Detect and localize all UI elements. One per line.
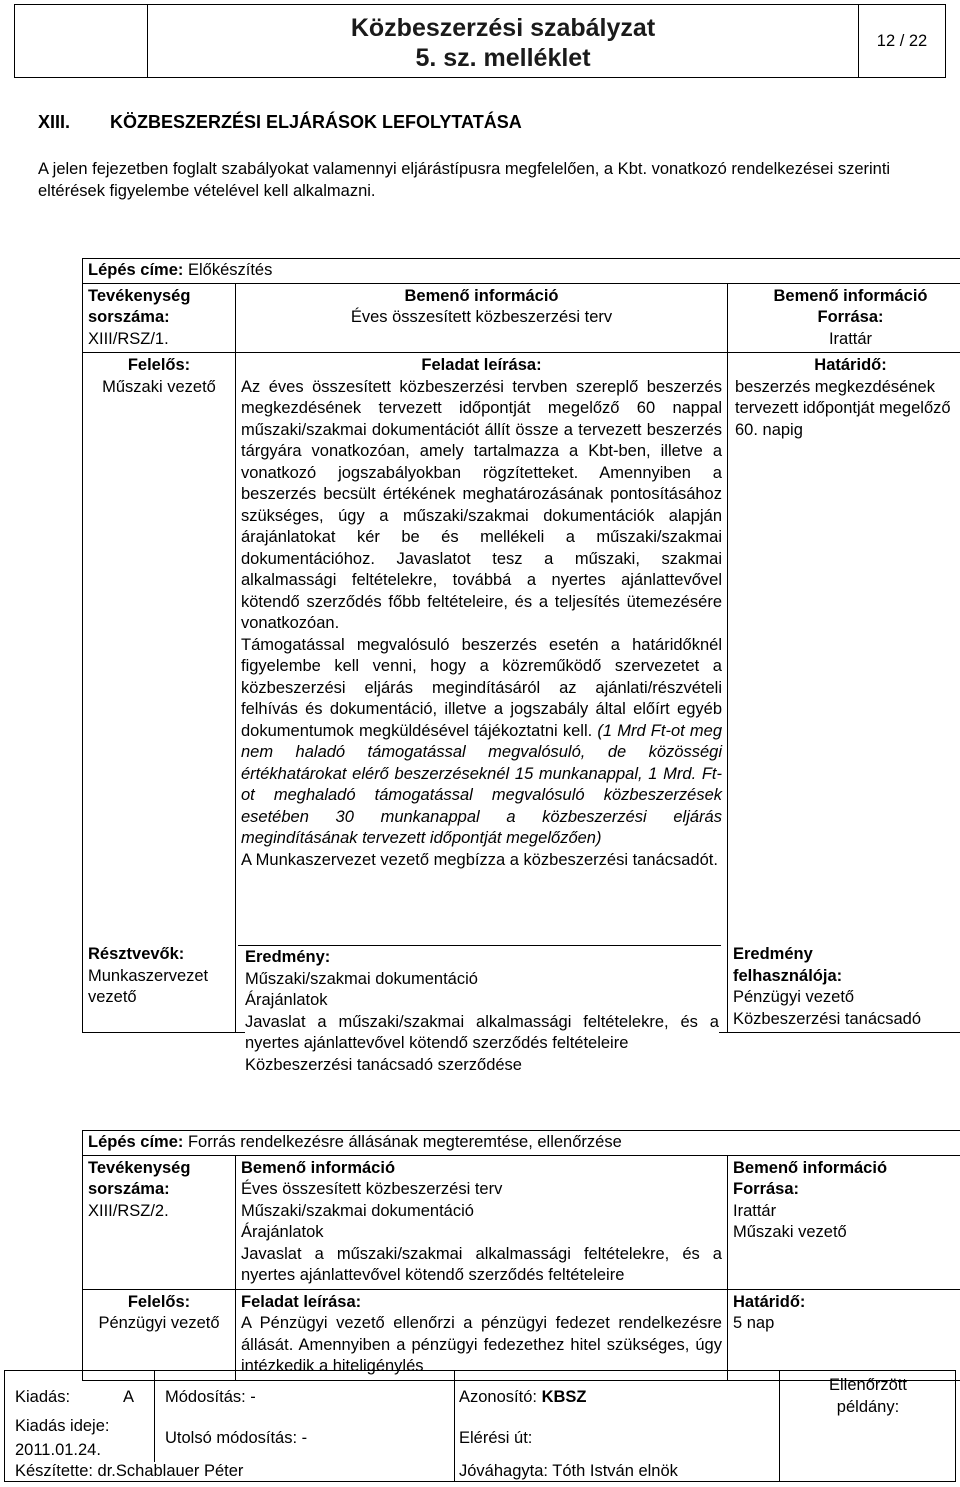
result-user-cell bbox=[728, 942, 960, 1033]
step-title-row bbox=[83, 259, 960, 284]
result-block bbox=[245, 947, 719, 1076]
input-value: Műszaki/szakmai dokumentáció bbox=[241, 1201, 474, 1220]
activity-label: Tevékenység bbox=[88, 1158, 191, 1177]
result-divider bbox=[238, 945, 721, 946]
last-modification: Utolsó módosítás: - bbox=[165, 1429, 308, 1447]
controlled-copy-label-2: példány: bbox=[836, 1398, 900, 1416]
activity-number: XIII/RSZ/2. bbox=[88, 1201, 169, 1220]
deadline-cell bbox=[728, 353, 960, 943]
result-user-value: Pénzügyi vezető bbox=[733, 988, 855, 1006]
responsible-cell bbox=[83, 353, 236, 943]
source-label: Bemenő információ bbox=[773, 286, 928, 305]
step-table-1 bbox=[82, 258, 960, 1033]
step-title-row bbox=[83, 1131, 960, 1156]
input-value: Éves összesített közbeszerzési terv bbox=[241, 1180, 503, 1198]
activity-cell bbox=[83, 1155, 236, 1289]
source-value: Irattár bbox=[733, 1201, 777, 1220]
deadline-value: beszerzés megkezdésének tervezett időpontját megelőző 60. napig bbox=[735, 377, 951, 439]
participants-label: Résztvevők: bbox=[88, 945, 185, 963]
source-label: Bemenő információ bbox=[733, 1158, 888, 1177]
source-label-2: Forrása: bbox=[733, 1180, 800, 1198]
deadline-cell bbox=[728, 1289, 960, 1380]
task-text: A Pénzügyi vezető ellenőrzi a pénzügyi fedezet rendelkezésre állását. Amennyiben a pénzügyi fedezethez hitel szükséges, úgy intézkedik a hiteligénylés bbox=[241, 1314, 722, 1375]
result-item: Javaslat a műszaki/szakmai alkalmassági feltételekre, és a nyertes ajánlattevővel kötendő szerződés feltételeire bbox=[245, 1012, 719, 1052]
responsible-value: Pénzügyi vezető bbox=[98, 1314, 220, 1332]
responsible-label: Felelős: bbox=[127, 1292, 191, 1311]
approved-by: Jóváhagyta: Tóth István elnök bbox=[459, 1462, 678, 1480]
result-label: Eredmény: bbox=[245, 948, 331, 966]
input-value: Éves összesített közbeszerzési terv bbox=[350, 308, 613, 326]
page-number: 12 / 22 bbox=[858, 5, 945, 77]
result-user-label-2: felhasználója: bbox=[733, 966, 843, 985]
source-label-2: Forrása: bbox=[817, 308, 884, 326]
source-cell bbox=[728, 1155, 960, 1289]
task-paragraph-2-text: Támogatással megvalósuló beszerzés esetén a határidőknél figyelembe kell venni, hogy a közreműködő szervezetet a közbeszerzési eljárás megindításáról az ajánlati/részvételi felhívás és dokumentáció, illetve a jogszabály által előírt egyéb dokumentumok megküldésével tájékoztatni kell. bbox=[241, 635, 722, 740]
source-value: Műszaki vezető bbox=[733, 1223, 847, 1241]
issue-value: A bbox=[123, 1388, 135, 1406]
responsible-cell bbox=[83, 1289, 236, 1380]
deadline-label: Határidő: bbox=[733, 1292, 806, 1311]
activity-label-2: sorszáma: bbox=[88, 308, 170, 326]
step-title-label: Lépés címe: bbox=[88, 1133, 184, 1151]
input-value: Árajánlatok bbox=[241, 1223, 324, 1241]
document-title-line1: Közbeszerzési szabályzat bbox=[350, 14, 656, 42]
input-label: Bemenő információ bbox=[404, 286, 559, 305]
document-title-line2: 5. sz. melléklet bbox=[415, 44, 591, 72]
result-item: Árajánlatok bbox=[245, 991, 328, 1009]
result-item: Műszaki/szakmai dokumentáció bbox=[245, 969, 478, 988]
task-paragraph-2-italic: (1 Mrd Ft-ot meg nem haladó támogatással megvalósuló, de közösségi értékhatárokat elérő beszerzéseknél 15 munkanappal, 1 Mrd. Ft-ot meghaladó támogatással megvalósuló közbeszerzések esetében 30 munkanappal a közbeszerzési eljárás megindításának tervezett időpontját megelőzően) bbox=[241, 721, 722, 847]
step-title-label: Lépés címe: bbox=[88, 261, 184, 279]
section-number: XIII. bbox=[38, 112, 71, 132]
step-title: Forrás rendelkezésre állásának megteremtése, ellenőrzése bbox=[187, 1133, 622, 1151]
result-user-label: Eredmény bbox=[733, 945, 813, 963]
document-title bbox=[148, 13, 858, 73]
id-value: KBSZ bbox=[541, 1388, 587, 1406]
activity-label: Tevékenység bbox=[88, 286, 191, 305]
task-paragraph-1: Az éves összesített közbeszerzési tervben szereplő beszerzés megkezdésének tervezett időpontját megelőző 60 nappal műszaki/szakmai dokumentációt állít össze a tervezett beszerzés tárgyára vonatkozóan, amely tartalmazza a Kbt-ben, illetve a vonatkozó jogszabályokban rögzítetteket. Amennyiben a beszerzés becsült értékének meghatározásának pontosításához szükséges, úgy a műszaki/szakmai dokumentációk alapján árajánlatokat kér be és mellékeli a műszaki/szakmai dokumentációhoz. Javaslatot tesz a műszaki, szakmai alkalmassági feltételekre, továbbá a nyertes ajánlattevővel kötendő szerződés főbb feltételeire, és a teljesítés ütemezésére vonatkozóan. bbox=[241, 377, 722, 632]
intro-paragraph: A jelen fejezetben foglalt szabályokat valamennyi eljárástípusra megfelelően, a Kbt. vonatkozó rendelkezései szerinti eltérések figyelembe vételével kell alkalmazni. bbox=[38, 160, 891, 200]
header-logo-cell bbox=[15, 5, 148, 77]
participants-cell bbox=[83, 942, 236, 1033]
task-paragraph-2 bbox=[241, 635, 722, 850]
step-title: Előkészítés bbox=[187, 261, 273, 279]
activity-label-2: sorszáma: bbox=[88, 1180, 170, 1198]
task-label: Feladat leírása: bbox=[241, 1292, 362, 1311]
page-footer bbox=[4, 1370, 956, 1482]
deadline-label: Határidő: bbox=[814, 356, 887, 374]
activity-cell bbox=[83, 283, 236, 353]
path-label: Elérési út: bbox=[459, 1429, 533, 1447]
section-title: KÖZBESZERZÉSI ELJÁRÁSOK LEFOLYTATÁSA bbox=[110, 112, 522, 132]
input-label: Bemenő információ bbox=[241, 1158, 396, 1177]
result-item: Közbeszerzési tanácsadó szerződése bbox=[245, 1055, 522, 1074]
task-cell bbox=[236, 1289, 728, 1380]
issue-date-value: 2011.01.24. bbox=[15, 1441, 101, 1459]
page-header bbox=[14, 4, 946, 78]
input-cell bbox=[236, 283, 728, 353]
input-value: Javaslat a műszaki/szakmai alkalmassági feltételekre, és a nyertes ajánlattevővel kötendő szerződés feltételeire bbox=[241, 1244, 722, 1284]
input-cell bbox=[236, 1155, 728, 1289]
result-user-value: Közbeszerzési tanácsadó bbox=[733, 1009, 922, 1028]
responsible-value: Műszaki vezető bbox=[102, 377, 216, 396]
task-cell bbox=[236, 353, 728, 1033]
step-table-2 bbox=[82, 1130, 960, 1381]
document-id bbox=[459, 1388, 586, 1407]
participants-value: Munkaszervezet vezető bbox=[88, 966, 209, 1006]
issue-label: Kiadás: bbox=[15, 1388, 71, 1406]
id-label: Azonosító: bbox=[459, 1388, 537, 1406]
deadline-value: 5 nap bbox=[733, 1314, 775, 1332]
controlled-copy-label: Ellenőrzött bbox=[829, 1376, 907, 1394]
issue-date-label: Kiadás ideje: bbox=[15, 1417, 110, 1435]
task-label: Feladat leírása: bbox=[421, 356, 542, 374]
author: Készítette: dr.Schablauer Péter bbox=[15, 1462, 247, 1481]
task-paragraph-3: A Munkaszervezet vezető megbízza a közbeszerzési tanácsadót. bbox=[241, 850, 718, 869]
source-cell bbox=[728, 283, 960, 353]
modification: Módosítás: - bbox=[165, 1388, 256, 1406]
source-value: Irattár bbox=[828, 329, 873, 348]
responsible-label: Felelős: bbox=[127, 356, 191, 374]
activity-number: XIII/RSZ/1. bbox=[88, 329, 169, 348]
